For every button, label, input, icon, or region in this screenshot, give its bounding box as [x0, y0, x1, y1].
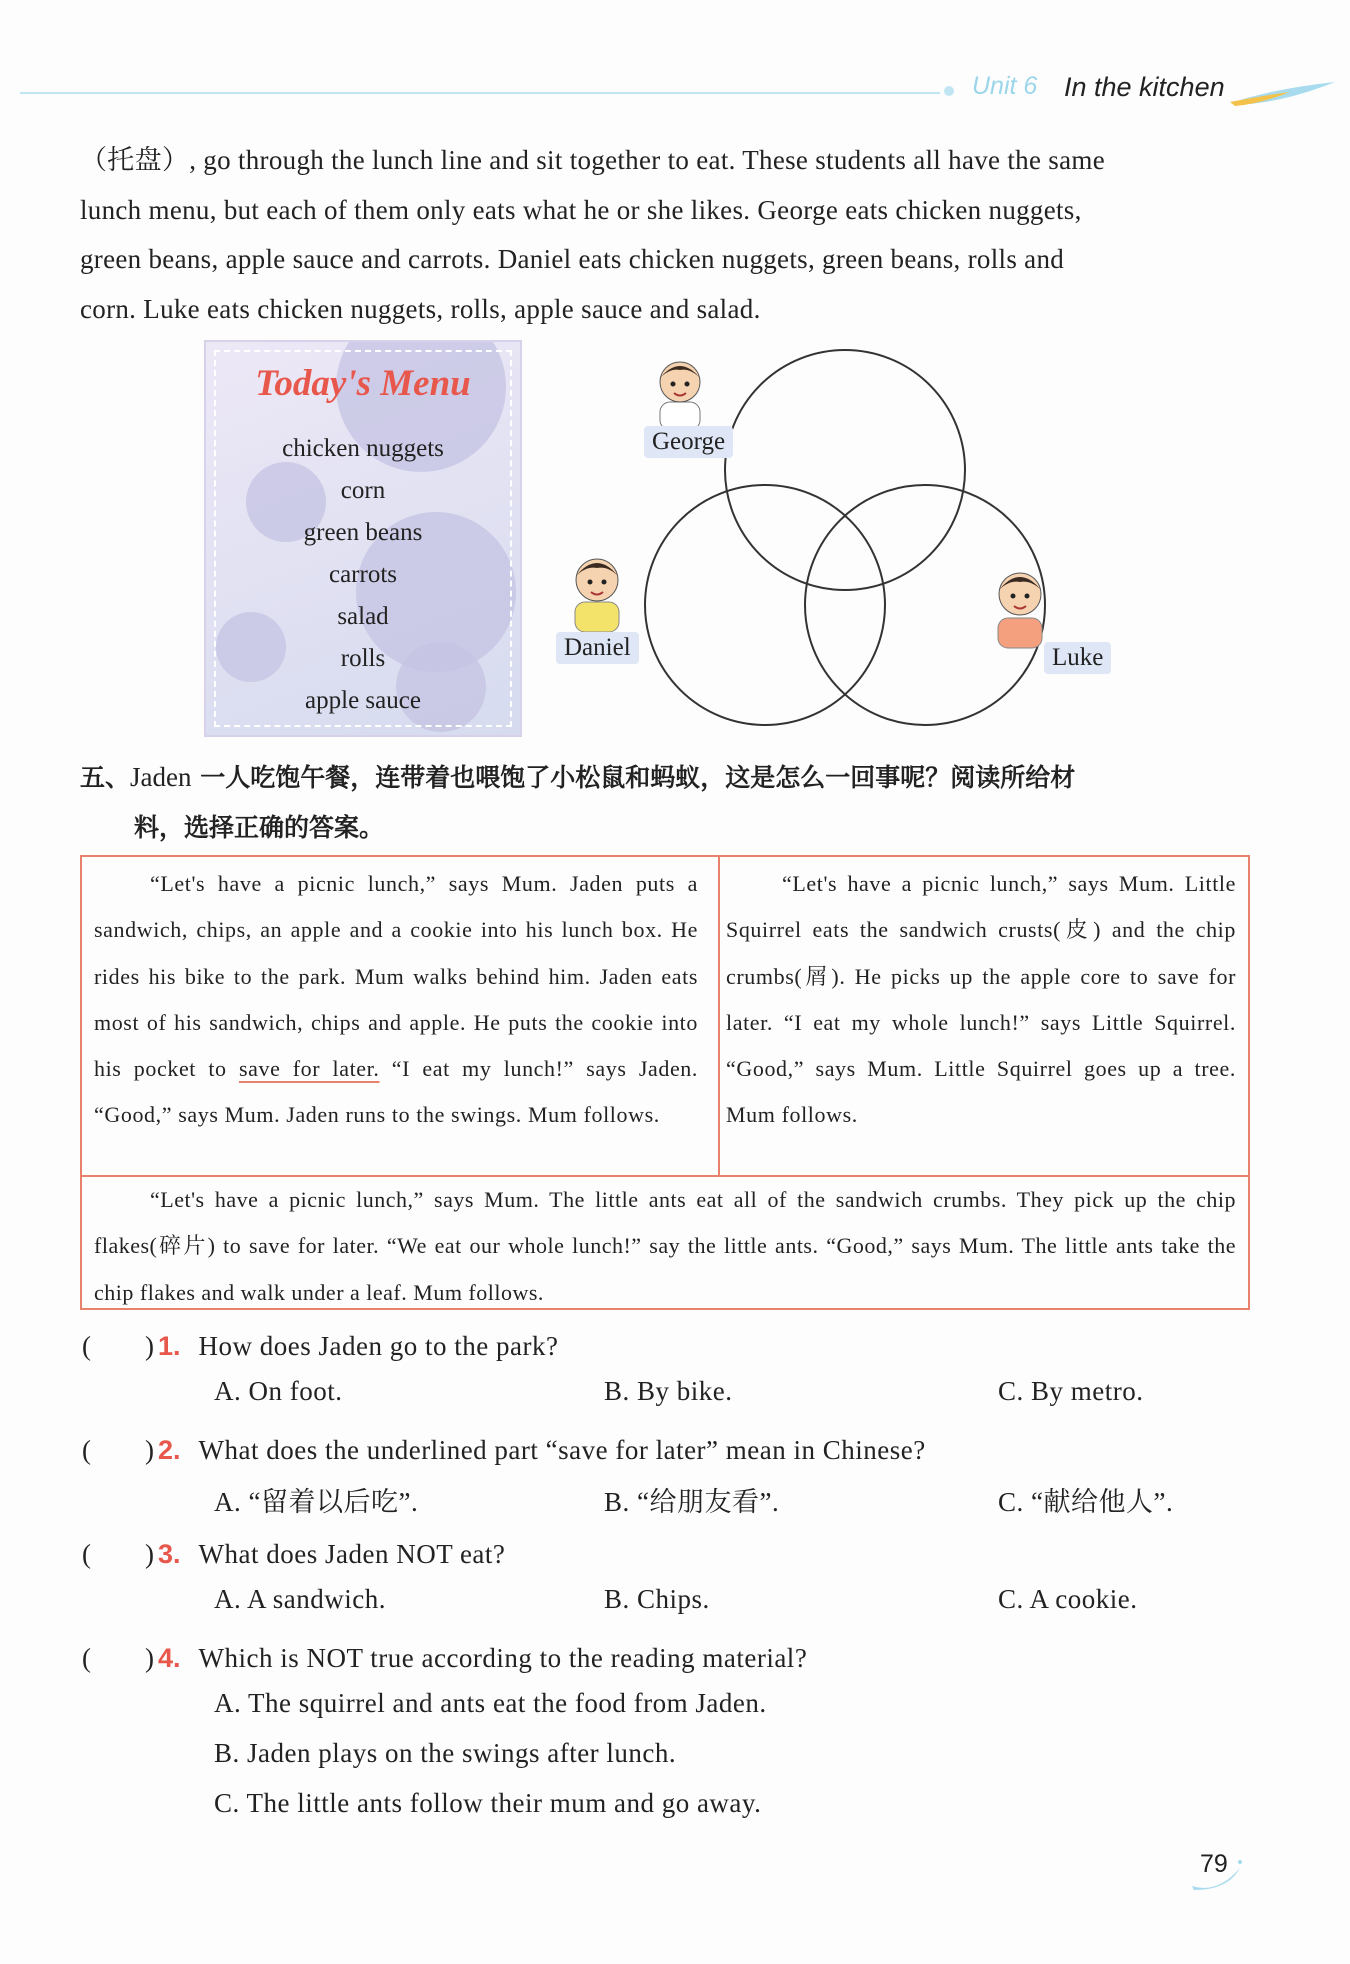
menu-title: Today's Menu [255, 363, 471, 404]
answer-blank[interactable]: ( ) [82, 1331, 154, 1361]
question-1 [82, 1324, 558, 1363]
answer-blank[interactable]: ( ) [82, 1435, 154, 1465]
option[interactable]: C. By metro. [998, 1376, 1144, 1406]
menu-item: salad [337, 603, 389, 630]
option[interactable]: A. “留着以后吃”. [214, 1487, 419, 1517]
section-number: 五、 [80, 763, 131, 792]
option[interactable]: B. Chips. [604, 1584, 710, 1614]
story-ants: “Let's have a picnic lunch,” says Mum. The little ants eat all of the sandwich crumbs. They pick up the chip flakes(碎片) to save for later. “We eat our whole lunch!” say the little ants. “Good,” says Mum. The little ants take the chip flakes and walk under a leaf. Mum follows. [94, 1187, 1236, 1305]
question-2 [82, 1428, 926, 1467]
label-daniel: Daniel [556, 632, 639, 664]
question-4 [82, 1636, 807, 1675]
menu-item: corn [340, 477, 386, 504]
intro-line: corn. Luke eats chicken nuggets, rolls, apple sauce and salad. [80, 293, 761, 324]
story-box [80, 855, 1250, 1310]
menu-item: carrots [328, 561, 398, 588]
menu-item: chicken nuggets [282, 435, 444, 462]
menu-item: apple sauce [305, 687, 421, 714]
section-title-rest: 一人吃饱午餐，连带着也喂饱了小松鼠和蚂蚁，这是怎么一回事呢？阅读所给材 [191, 763, 1076, 792]
menu-item: green beans [303, 519, 423, 546]
question-number: 1. [157, 1331, 181, 1361]
header-title: In the kitchen [1064, 72, 1225, 102]
answer-blank[interactable]: ( ) [82, 1643, 154, 1673]
menu-items [206, 428, 520, 722]
question-number: 4. [157, 1643, 181, 1673]
option[interactable]: C. “献给他人”. [998, 1487, 1174, 1517]
answer-blank[interactable]: ( ) [82, 1539, 154, 1569]
section-title-line2: 料，选择正确的答案。 [134, 813, 385, 842]
section-five-title [80, 752, 1260, 853]
header-unit: Unit 6 [972, 72, 1038, 100]
label-luke: Luke [1044, 642, 1111, 674]
venn-circle-george [725, 350, 965, 590]
label-george: George [644, 426, 733, 458]
venn-diagram [540, 340, 1140, 740]
question-number: 3. [157, 1539, 181, 1569]
option[interactable]: A. On foot. [214, 1376, 343, 1406]
section-title-name: Jaden [130, 762, 192, 792]
intro-line: lunch menu, but each of them only eats what he or she likes. George eats chicken nuggets, [80, 194, 1082, 225]
story-squirrel: “Let's have a picnic lunch,” says Mum. Little Squirrel eats the sandwich crusts(皮) and the chip crumbs(屑). He picks up the apple core to save for later. “I eat my whole lunch!” says Little Squirrel. “Good,” says Mum. Little Squirrel goes up a tree. Mum follows. [726, 871, 1236, 1128]
question-3 [82, 1532, 505, 1571]
header-rule [20, 92, 940, 94]
question-text: What does the underlined part “save for later” mean in Chinese? [198, 1435, 926, 1465]
intro-line: （托盘）, go through the lunch line and sit together to eat. These students all have the same [80, 145, 1105, 175]
option[interactable]: B. “给朋友看”. [604, 1487, 780, 1517]
option[interactable]: C. A cookie. [998, 1584, 1138, 1614]
header-dot [944, 86, 954, 96]
venn-circle-daniel [645, 485, 885, 725]
question-number: 2. [157, 1435, 181, 1465]
george-avatar [660, 362, 700, 430]
question-text: How does Jaden go to the park? [198, 1331, 559, 1361]
option[interactable]: A. A sandwich. [214, 1584, 386, 1614]
question-text: What does Jaden NOT eat? [198, 1539, 506, 1569]
daniel-avatar [575, 559, 619, 632]
swoosh-icon [1160, 78, 1340, 118]
intro-paragraph [80, 136, 1248, 334]
option[interactable]: B. By bike. [604, 1376, 733, 1406]
option[interactable]: A. The squirrel and ants eat the food from Jaden. [214, 1688, 767, 1718]
intro-line: green beans, apple sauce and carrots. Daniel eats chicken nuggets, green beans, rolls and [80, 244, 1065, 274]
story-jaden: “Let's have a picnic lunch,” says Mum. Jaden puts a sandwich, chips, an apple and a cookie into his lunch box. He rides his bike to the park. Mum walks behind him. Jaden eats most of his sandwich, chips and apple. He puts the cookie into his pocket to save for later. “I eat my lunch!” says Jaden. “Good,” says Mum. Jaden runs to the swings. Mum follows. [94, 871, 699, 1128]
luke-avatar [998, 573, 1042, 648]
page-number: 79 [1200, 1850, 1228, 1878]
question-text: Which is NOT true according to the reading material? [198, 1643, 808, 1673]
page-swoosh-icon [1188, 1856, 1248, 1896]
option[interactable]: C. The little ants follow their mum and go away. [214, 1788, 762, 1818]
menu-item: rolls [340, 645, 386, 672]
option[interactable]: B. Jaden plays on the swings after lunch. [214, 1738, 677, 1768]
underlined-save-for-later: save for later. [238, 1056, 380, 1082]
todays-menu-card [204, 340, 522, 737]
